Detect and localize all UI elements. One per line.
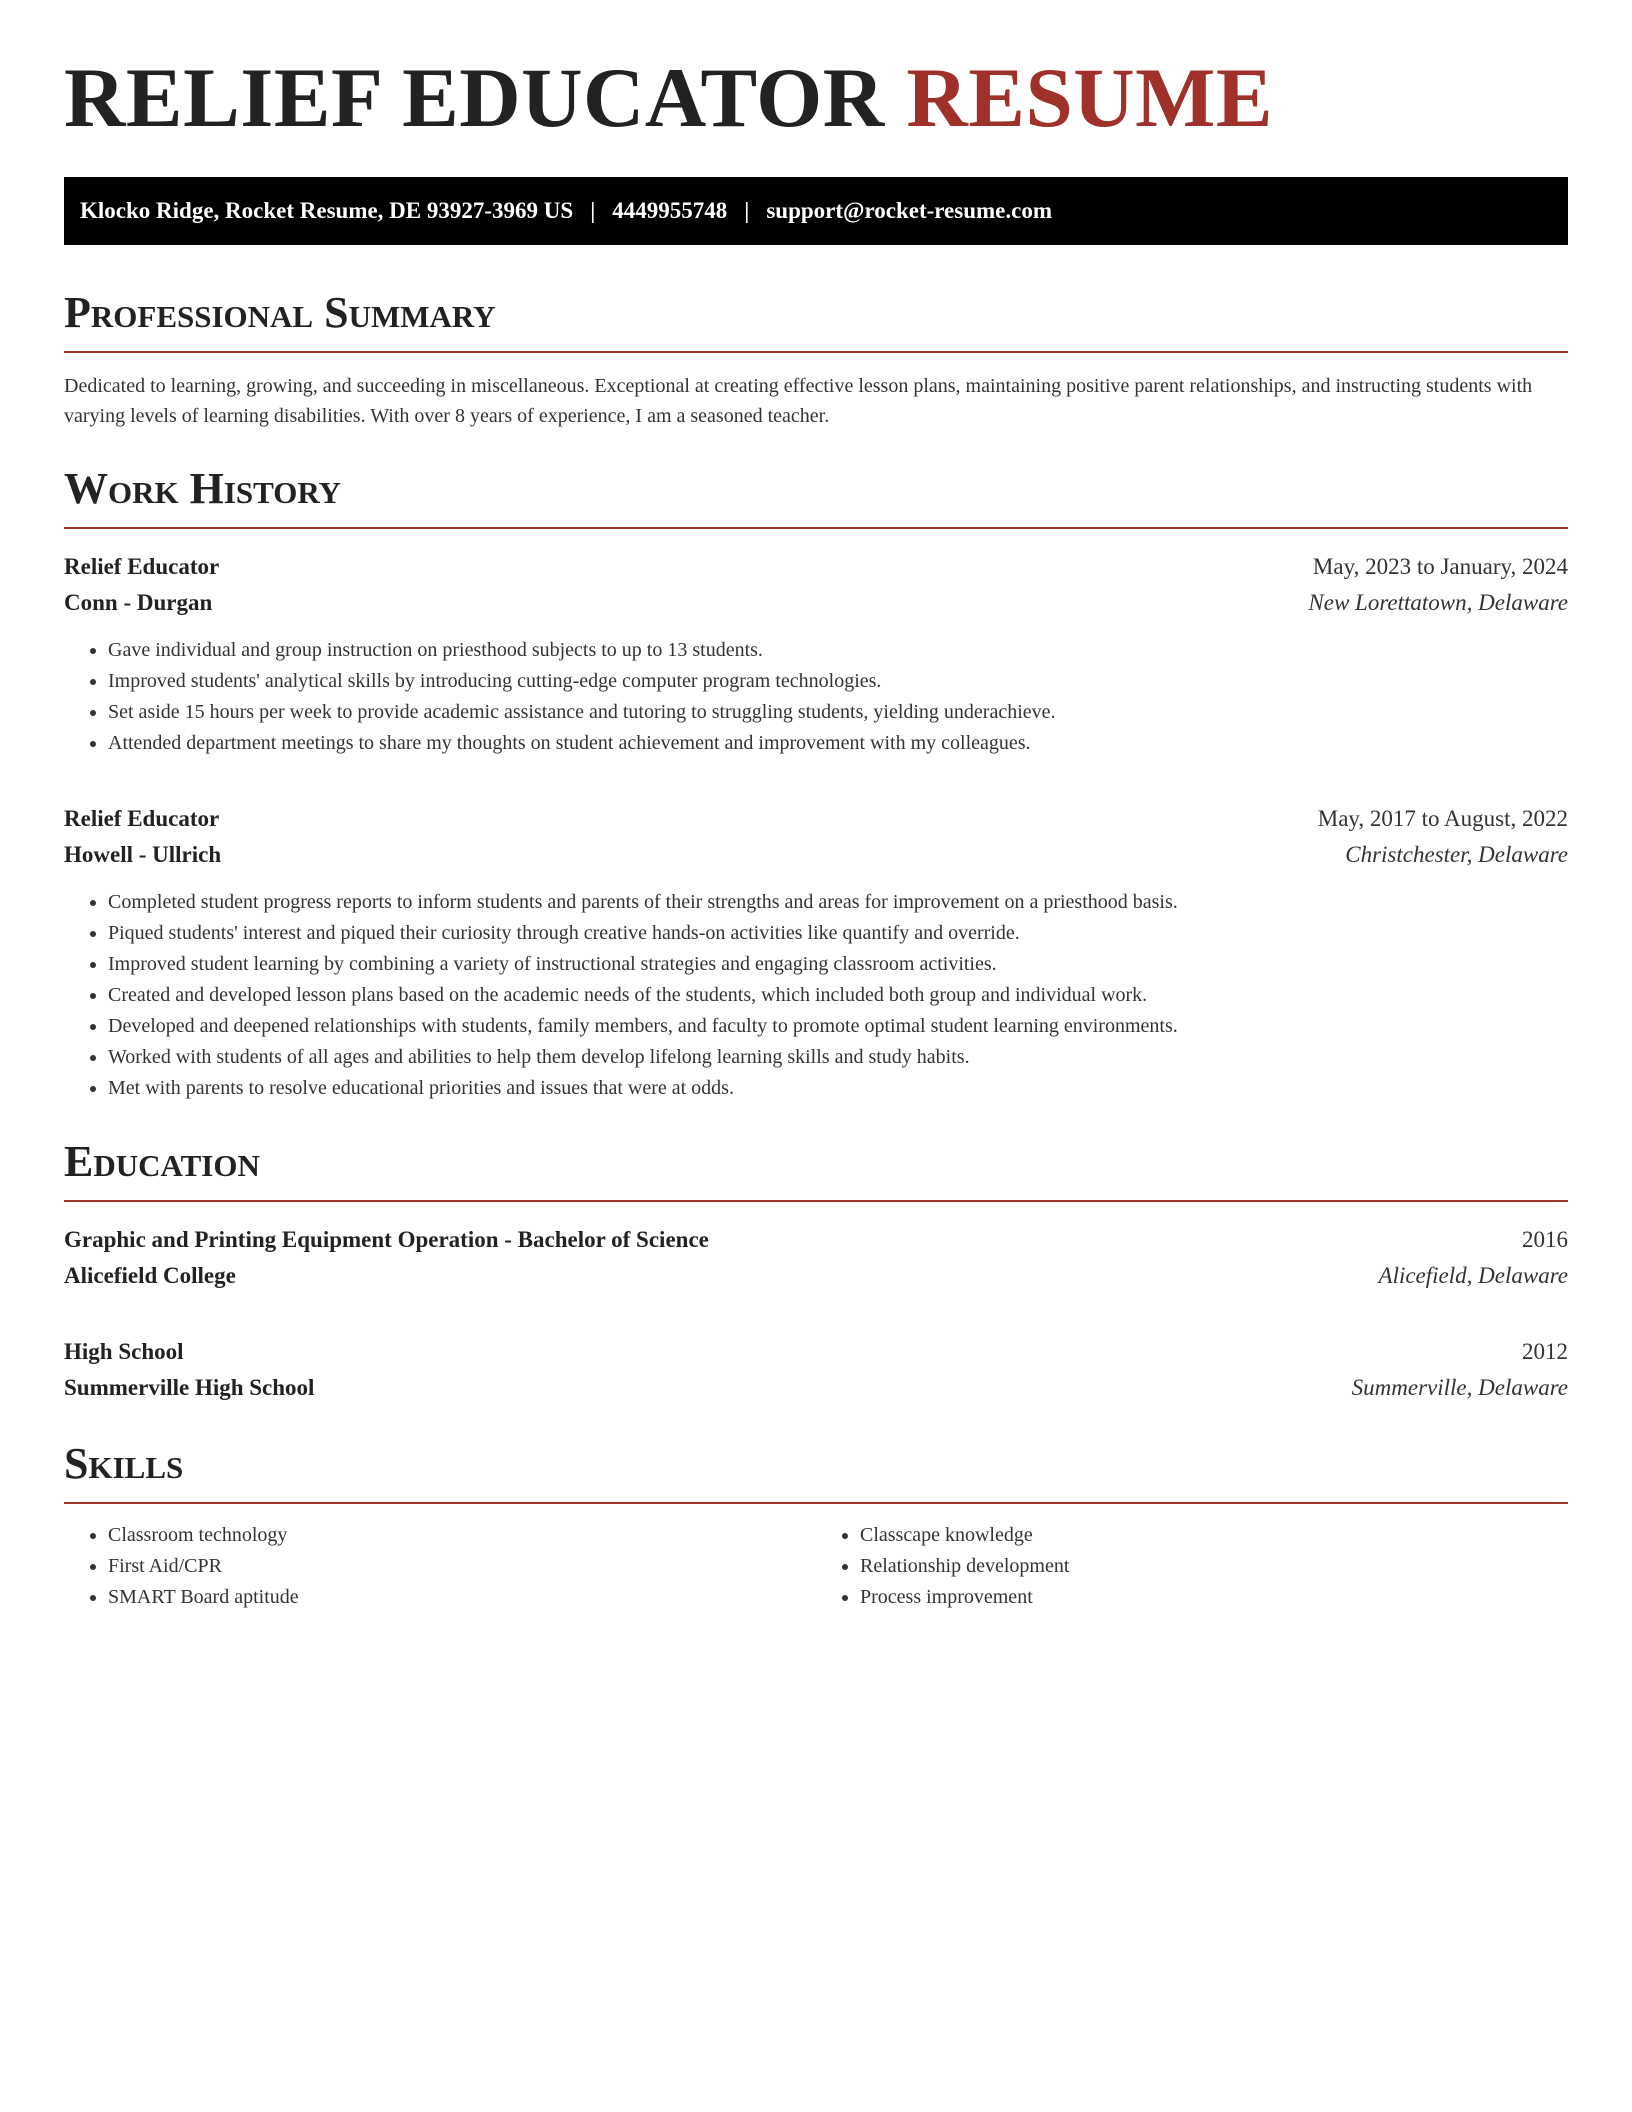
job-bullets (64, 635, 1568, 759)
skill-item: • Classroom technology (108, 1520, 816, 1551)
contact-email: support@rocket-resume.com (766, 198, 1052, 223)
job-company: Conn - Durgan (64, 590, 213, 615)
contact-address: Klocko Ridge, Rocket Resume, DE 93927-3969 US (80, 198, 574, 223)
job-dates: May, 2023 to January, 2024 (1312, 554, 1568, 579)
job-bullet: • Completed student progress reports to inform students and parents of their strengths and areas for improvement on a priesthood basis. (108, 887, 1568, 918)
job-bullet: • Met with parents to resolve educational priorities and issues that were at odds. (108, 1073, 1568, 1104)
education-year: 2016 (1522, 1227, 1568, 1252)
job-bullet: • Improved students' analytical skills by introducing cutting-edge computer program technologies. (108, 666, 1568, 697)
job-title: Relief Educator (64, 806, 220, 831)
summary-heading: Professional Summary (64, 291, 1568, 353)
job-bullet: • Piqued students' interest and piqued their curiosity through creative hands-on activities like quantify and override. (108, 918, 1568, 949)
skill-item: • SMART Board aptitude (108, 1582, 816, 1613)
skills-heading: Skills (64, 1442, 1568, 1504)
job-title-row (64, 549, 1568, 585)
skills-column-left (64, 1520, 816, 1613)
skill-item: • Classcape knowledge (860, 1520, 1568, 1551)
job-company: Howell - Ullrich (64, 842, 222, 867)
skills-column-right (816, 1520, 1568, 1613)
job-dates: May, 2017 to August, 2022 (1317, 806, 1568, 831)
education-location: Alicefield, Delaware (1378, 1263, 1568, 1288)
resume-title (64, 51, 1568, 145)
skill-item: • Relationship development (860, 1551, 1568, 1582)
job-bullet: • Worked with students of all ages and abilities to help them develop lifelong learning skills and study habits. (108, 1042, 1568, 1073)
job-location: New Lorettatown, Delaware (1308, 590, 1568, 615)
education-degree: High School (64, 1339, 184, 1364)
education-location: Summerville, Delaware (1351, 1375, 1568, 1400)
job-bullets (64, 887, 1568, 1104)
title-accent: RESUME (906, 51, 1274, 145)
education-entry (64, 1334, 1568, 1406)
job-location: Christchester, Delaware (1345, 842, 1568, 867)
contact-bar (64, 177, 1568, 245)
job-bullet: • Set aside 15 hours per week to provide academic assistance and tutoring to struggling students, yielding underachieve. (108, 697, 1568, 728)
job-bullet: • Improved student learning by combining a variety of instructional strategies and engaging classroom activities. (108, 949, 1568, 980)
job-title-row (64, 801, 1568, 837)
education-degree: Graphic and Printing Equipment Operation - Bachelor of Science (64, 1227, 709, 1252)
skill-item: • First Aid/CPR (108, 1551, 816, 1582)
job-bullet: • Developed and deepened relationships with students, family members, and faculty to promote optimal student learning environments. (108, 1011, 1568, 1042)
contact-separator: | (590, 198, 596, 223)
job-company-row (64, 585, 1568, 621)
education-year: 2012 (1522, 1339, 1568, 1364)
education-school: Alicefield College (64, 1263, 236, 1288)
education-degree-row (64, 1334, 1568, 1370)
job-bullet: • Gave individual and group instruction on priesthood subjects to up to 13 students. (108, 635, 1568, 666)
job-company-row (64, 837, 1568, 873)
education-heading: Education (64, 1140, 1568, 1202)
education-degree-row (64, 1222, 1568, 1258)
job-bullet: • Attended department meetings to share my thoughts on student achievement and improvement with my colleagues. (108, 728, 1568, 759)
job-entry (64, 549, 1568, 759)
contact-phone: 4449955748 (612, 198, 728, 223)
skill-item: • Process improvement (860, 1582, 1568, 1613)
contact-separator: | (744, 198, 750, 223)
job-title: Relief Educator (64, 554, 220, 579)
summary-text: Dedicated to learning, growing, and succeeding in miscellaneous. Exceptional at creating effective lesson plans, maintaining positive parent relationships, and instructing students with varying levels of learning disabilities. With over 8 years of experience, I am a seasoned teacher. (64, 375, 1533, 427)
title-main: RELIEF EDUCATOR (64, 51, 885, 145)
work-history-heading: Work History (64, 467, 1568, 529)
skills-grid (64, 1520, 1568, 1613)
job-bullet: • Created and developed lesson plans based on the academic needs of the students, which included both group and individual work. (108, 980, 1568, 1011)
education-school-row (64, 1258, 1568, 1294)
education-entry (64, 1222, 1568, 1294)
education-school-row (64, 1370, 1568, 1406)
education-school: Summerville High School (64, 1375, 315, 1400)
job-entry (64, 801, 1568, 1104)
